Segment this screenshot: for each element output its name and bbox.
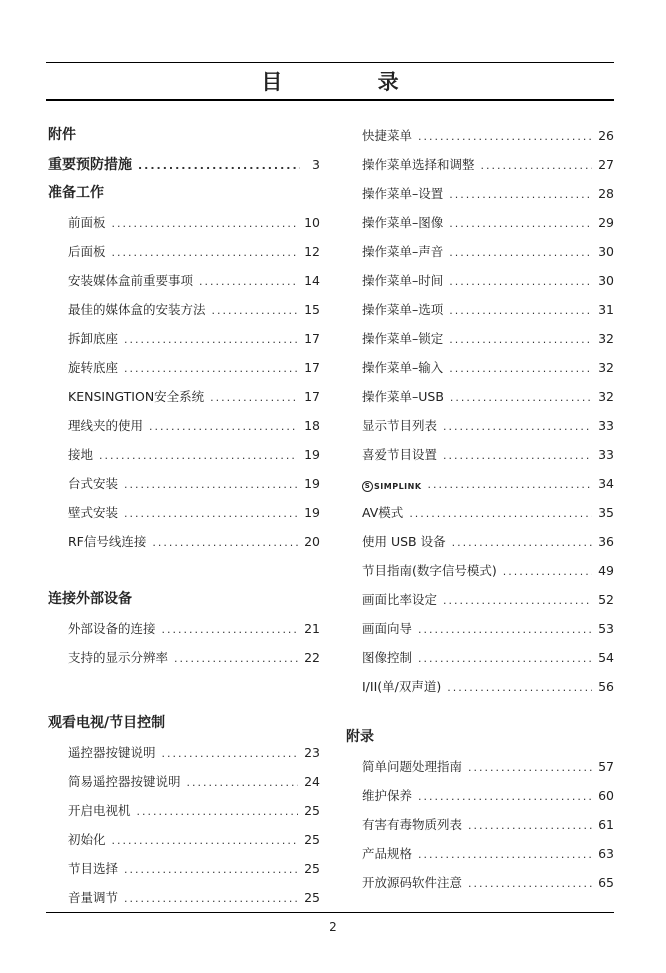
- page-ref: 14: [304, 273, 320, 288]
- entry-label: RF信号线连接: [68, 534, 147, 549]
- toc-entry[interactable]: [48, 643, 320, 672]
- toc-entry[interactable]: [346, 208, 614, 237]
- page-ref: 56: [598, 679, 614, 694]
- dot-leader: [212, 296, 299, 325]
- dot-leader: [199, 267, 298, 296]
- page-ref: 19: [304, 476, 320, 491]
- entry-label: 画面向导: [362, 621, 413, 636]
- dot-leader: [210, 383, 298, 412]
- section-label: 附件: [48, 127, 76, 143]
- section-label: 附录: [346, 729, 374, 745]
- toc-entry[interactable]: [48, 353, 320, 382]
- entry-label: 开启电视机: [68, 803, 131, 818]
- toc-entry[interactable]: [346, 121, 614, 150]
- page-ref: 30: [598, 244, 614, 259]
- page-ref: 57: [598, 759, 614, 774]
- toc-entry[interactable]: [346, 440, 614, 469]
- page-ref: 17: [304, 331, 320, 346]
- toc-entry[interactable]: [346, 527, 614, 556]
- dot-leader: [418, 840, 592, 869]
- toc-entry[interactable]: [48, 527, 320, 556]
- toc-entry[interactable]: [48, 382, 320, 411]
- page-ref: 3: [312, 157, 320, 172]
- section-label: 观看电视/节目控制: [48, 715, 166, 731]
- toc-entry[interactable]: [346, 614, 614, 643]
- page-ref: 63: [598, 846, 614, 861]
- dot-leader: [409, 499, 592, 528]
- page-ref: 19: [304, 505, 320, 520]
- toc-entry[interactable]: [346, 324, 614, 353]
- title-rule: [46, 99, 614, 101]
- entry-label: 操作菜单–锁定: [362, 331, 444, 346]
- dot-leader: [124, 354, 298, 383]
- entry-label: I/II(单/双声道): [362, 679, 442, 694]
- toc-entry[interactable]: [48, 825, 320, 854]
- entry-label: 使用 USB 设备: [362, 534, 446, 549]
- dot-leader: [447, 673, 592, 702]
- entry-label: 操作菜单–图像: [362, 215, 444, 230]
- page-ref: 35: [598, 505, 614, 520]
- toc-entry[interactable]: [346, 839, 614, 868]
- page-ref: 10: [304, 215, 320, 230]
- entry-label: 遥控器按键说明: [68, 745, 156, 760]
- entry-label: 旋转底座: [68, 360, 119, 375]
- dot-leader: [162, 615, 299, 644]
- dot-leader: [443, 586, 592, 615]
- entry-label: 画面比率设定: [362, 592, 438, 607]
- simplink-logo-icon: [362, 472, 422, 501]
- page-ref: 18: [304, 418, 320, 433]
- entry-label: 理线夹的使用: [68, 418, 144, 433]
- page-ref: 30: [598, 273, 614, 288]
- page-ref: 32: [598, 360, 614, 375]
- dot-leader: [449, 267, 592, 296]
- page-ref: 61: [598, 817, 614, 832]
- toc-entry[interactable]: [346, 556, 614, 585]
- toc-entry[interactable]: [48, 469, 320, 498]
- page-title: 目 录: [261, 70, 443, 94]
- entry-label: 操作菜单选择和调整: [362, 157, 475, 172]
- page-ref: 32: [598, 389, 614, 404]
- dot-leader: [468, 869, 592, 898]
- dot-leader: [449, 354, 592, 383]
- page-ref: 20: [304, 534, 320, 549]
- footer-rule: [46, 912, 614, 913]
- dot-leader: [112, 209, 299, 238]
- dot-leader: [138, 151, 300, 180]
- page-ref: 15: [304, 302, 320, 317]
- toc-entry[interactable]: [346, 498, 614, 527]
- toc-entry[interactable]: [48, 883, 320, 912]
- toc-entry[interactable]: [48, 237, 320, 266]
- toc-entry[interactable]: [346, 295, 614, 324]
- entry-label: 操作菜单–输入: [362, 360, 444, 375]
- entry-label: 安装媒体盒前重要事项: [68, 273, 194, 288]
- dot-leader: [468, 753, 592, 782]
- toc-entry[interactable]: [346, 585, 614, 614]
- section-label: 准备工作: [48, 185, 104, 201]
- toc-entry[interactable]: [346, 810, 614, 839]
- page-ref: 21: [304, 621, 320, 636]
- page-ref: 25: [304, 890, 320, 905]
- page-ref: 23: [304, 745, 320, 760]
- entry-label: 图像控制: [362, 650, 413, 665]
- page-ref: 27: [598, 157, 614, 172]
- toc-entry[interactable]: [48, 738, 320, 767]
- page-ref: 22: [304, 650, 320, 665]
- toc-entry[interactable]: [48, 324, 320, 353]
- toc-entry-simplink[interactable]: [346, 469, 614, 498]
- dot-leader: [124, 325, 298, 354]
- toc-right-column: [346, 121, 614, 897]
- entry-label: 拆卸底座: [68, 331, 119, 346]
- section-label: 连接外部设备: [48, 591, 132, 607]
- toc-entry[interactable]: [346, 868, 614, 897]
- toc-entry[interactable]: [48, 295, 320, 324]
- dot-leader: [418, 615, 592, 644]
- simplink-s-icon: S: [362, 481, 373, 492]
- page-number: 2: [329, 920, 337, 934]
- entry-label: 接地: [68, 447, 94, 462]
- dot-leader: [124, 499, 298, 528]
- entry-label: 初始化: [68, 832, 106, 847]
- entry-label: 操作菜单–时间: [362, 273, 444, 288]
- dot-leader: [162, 739, 299, 768]
- dot-leader: [481, 151, 593, 180]
- toc-section-zhunbei[interactable]: [48, 179, 320, 208]
- page-ref: 25: [304, 861, 320, 876]
- toc-section-fulu[interactable]: [346, 722, 614, 752]
- toc-entry[interactable]: [346, 411, 614, 440]
- toc-entry[interactable]: [48, 411, 320, 440]
- toc-section-lianjie[interactable]: [48, 584, 320, 614]
- entry-label: 操作菜单–选项: [362, 302, 444, 317]
- page-ref: 25: [304, 803, 320, 818]
- dot-leader: [149, 412, 298, 441]
- page-ref: 25: [304, 832, 320, 847]
- toc-entry[interactable]: [346, 150, 614, 179]
- dot-leader: [112, 826, 299, 855]
- dot-leader: [187, 768, 299, 797]
- entry-label: AV模式: [362, 505, 404, 520]
- dot-leader: [152, 528, 298, 557]
- toc-entry[interactable]: [346, 237, 614, 266]
- page-ref: 54: [598, 650, 614, 665]
- entry-label: 操作菜单–USB: [362, 389, 444, 404]
- entry-label: 产品规格: [362, 846, 413, 861]
- page-ref: 49: [598, 563, 614, 578]
- page-ref: 19: [304, 447, 320, 462]
- toc-entry[interactable]: [346, 266, 614, 295]
- page-ref: 29: [598, 215, 614, 230]
- toc-section-guankan[interactable]: [48, 708, 320, 738]
- entry-label: 简易遥控器按键说明: [68, 774, 181, 789]
- dot-leader: [449, 325, 592, 354]
- dot-leader: [452, 528, 592, 557]
- entry-label: 后面板: [68, 244, 106, 259]
- page-ref: 53: [598, 621, 614, 636]
- toc-entry[interactable]: [48, 440, 320, 469]
- toc-entry[interactable]: [346, 643, 614, 672]
- toc-section-zhongyao[interactable]: [48, 150, 320, 179]
- dot-leader: [450, 383, 592, 412]
- page-ref: 52: [598, 592, 614, 607]
- toc-entry[interactable]: [346, 353, 614, 382]
- toc-entry[interactable]: [48, 796, 320, 825]
- entry-label: 支持的显示分辨率: [68, 650, 169, 665]
- page-ref: 33: [598, 418, 614, 433]
- entry-label: 节目选择: [68, 861, 119, 876]
- page-ref: 12: [304, 244, 320, 259]
- page-ref: 60: [598, 788, 614, 803]
- page-ref: 65: [598, 875, 614, 890]
- dot-leader: [468, 811, 592, 840]
- dot-leader: [124, 884, 298, 913]
- top-rule: [46, 62, 614, 63]
- dot-leader: [443, 412, 592, 441]
- dot-leader: [124, 470, 298, 499]
- dot-leader: [99, 441, 298, 470]
- toc-entry[interactable]: [346, 781, 614, 810]
- dot-leader: [428, 470, 593, 499]
- entry-label: 台式安装: [68, 476, 119, 491]
- page-ref: 31: [598, 302, 614, 317]
- entry-label: 最佳的媒体盒的安装方法: [68, 302, 206, 317]
- entry-label: KENSINGTION安全系统: [68, 389, 205, 404]
- toc-entry[interactable]: [346, 752, 614, 781]
- dot-leader: [112, 238, 299, 267]
- dot-leader: [503, 557, 592, 586]
- toc-entry[interactable]: [48, 767, 320, 796]
- entry-label: 有害有毒物质列表: [362, 817, 463, 832]
- dot-leader: [137, 797, 299, 826]
- dot-leader: [418, 122, 592, 151]
- entry-label: 前面板: [68, 215, 106, 230]
- toc-section-fujian[interactable]: [48, 121, 320, 150]
- page-ref: 34: [598, 476, 614, 491]
- page-ref: 33: [598, 447, 614, 462]
- entry-label: 喜爱节目设置: [362, 447, 438, 462]
- toc-entry[interactable]: [48, 208, 320, 237]
- page-ref: 17: [304, 360, 320, 375]
- entry-label: 操作菜单–设置: [362, 186, 444, 201]
- entry-label: 开放源码软件注意: [362, 875, 463, 890]
- toc-entry[interactable]: [346, 382, 614, 411]
- dot-leader: [418, 782, 592, 811]
- dot-leader: [449, 238, 592, 267]
- entry-label: 简单问题处理指南: [362, 759, 463, 774]
- entry-label: 显示节目列表: [362, 418, 438, 433]
- section-label: 重要预防措施: [48, 157, 132, 173]
- page-ref: 24: [304, 774, 320, 789]
- toc-entry[interactable]: [48, 614, 320, 643]
- entry-label: 快捷菜单: [362, 128, 413, 143]
- entry-label: 音量调节: [68, 890, 119, 905]
- dot-leader: [174, 644, 298, 673]
- dot-leader: [124, 855, 298, 884]
- toc-entry[interactable]: [48, 854, 320, 883]
- page-ref: 36: [598, 534, 614, 549]
- toc-entry[interactable]: [346, 672, 614, 701]
- entry-label: 维护保养: [362, 788, 413, 803]
- entry-label: 节目指南(数字信号模式): [362, 563, 497, 578]
- toc-left-column: [48, 121, 320, 912]
- toc-entry[interactable]: [48, 498, 320, 527]
- dot-leader: [418, 644, 592, 673]
- toc-entry[interactable]: [346, 179, 614, 208]
- page-ref: 17: [304, 389, 320, 404]
- entry-label: 壁式安装: [68, 505, 119, 520]
- dot-leader: [449, 209, 592, 238]
- dot-leader: [449, 180, 592, 209]
- entry-label: 外部设备的连接: [68, 621, 156, 636]
- dot-leader: [449, 296, 592, 325]
- page-ref: 32: [598, 331, 614, 346]
- page-ref: 28: [598, 186, 614, 201]
- page-ref: 26: [598, 128, 614, 143]
- dot-leader: [443, 441, 592, 470]
- toc-entry[interactable]: [48, 266, 320, 295]
- simplink-logo-text: SIMPLINK: [374, 482, 422, 491]
- entry-label: 操作菜单–声音: [362, 244, 444, 259]
